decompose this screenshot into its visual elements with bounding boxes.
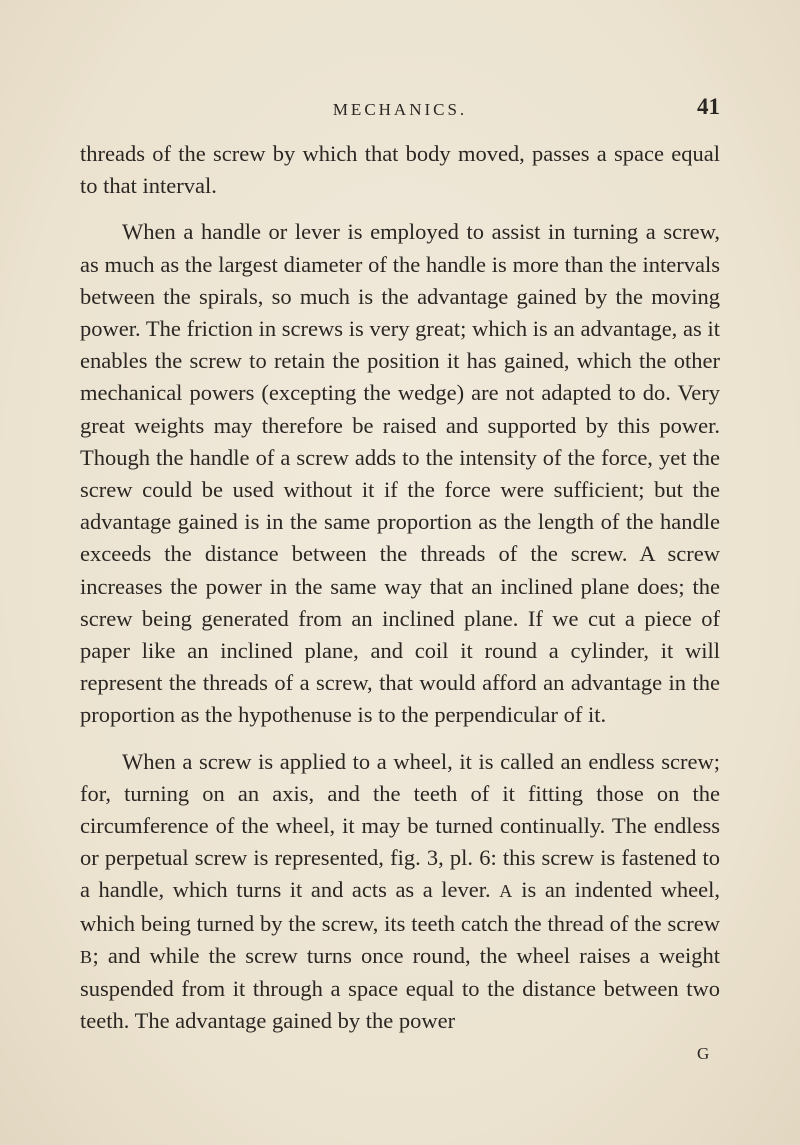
paragraph-text-part-2: is an indented wheel, which being turned by the screw, its teeth catch the thread of the screw xyxy=(80,877,720,936)
running-title: MECHANICS. xyxy=(332,100,468,119)
paragraph-handle-lever: When a handle or lever is employed to assist in turning a screw, as much as the largest diameter of the handle is more than the intervals between the spirals, so much is the advantage gained by the moving power. The friction in screws is very great; which is an advantage, as it enables the screw to retain the position it has gained, which the other mechanical powers (excepting the wedge) are not adapted to do. Very great weights may therefore be raised and supported by this power. Though the handle of a screw adds to the intensity of the force, yet the screw could be used without it if the force were sufficient; but the advantage gained is in the same proportion as the length of the handle exceeds the distance between the threads of the screw. A screw increases the power in the same way that an inclined plane does; the screw being generated from an inclined plane. If we cut a piece of paper like an inclined plane, and coil it round a cylinder, it will represent the threads of a screw, that would afford an advantage in the proportion as the hypothenuse is to the perpendicular of it. xyxy=(80,219,720,728)
figure-label-a: A xyxy=(499,881,513,902)
paragraph-text-part-3: ; and while the screw turns once round, the wheel raises a weight suspended from it through a space equal to the distance between two teeth. The advantage gained by the power xyxy=(80,942,720,1034)
running-head xyxy=(80,94,720,124)
body-text xyxy=(80,138,720,1037)
figure-label-b: B xyxy=(80,946,93,967)
signature-mark: G xyxy=(697,1044,710,1063)
paragraph-text-part-1: When a screw is applied to a wheel, it is called an endless screw; for, turning on an axis, and the teeth of it fitting those on the circumference of the wheel, it may be turned continually. The endless or perpetual screw is represented, fig. 3, pl. 6: this screw is fastened to a handle, which turns it and acts as a lever. xyxy=(80,748,720,903)
page-number: 41 xyxy=(697,94,720,119)
paragraph-continuation: threads of the screw by which that body moved, passes a space equal to that interval. xyxy=(80,141,720,199)
paragraph-endless-screw xyxy=(80,746,720,1038)
